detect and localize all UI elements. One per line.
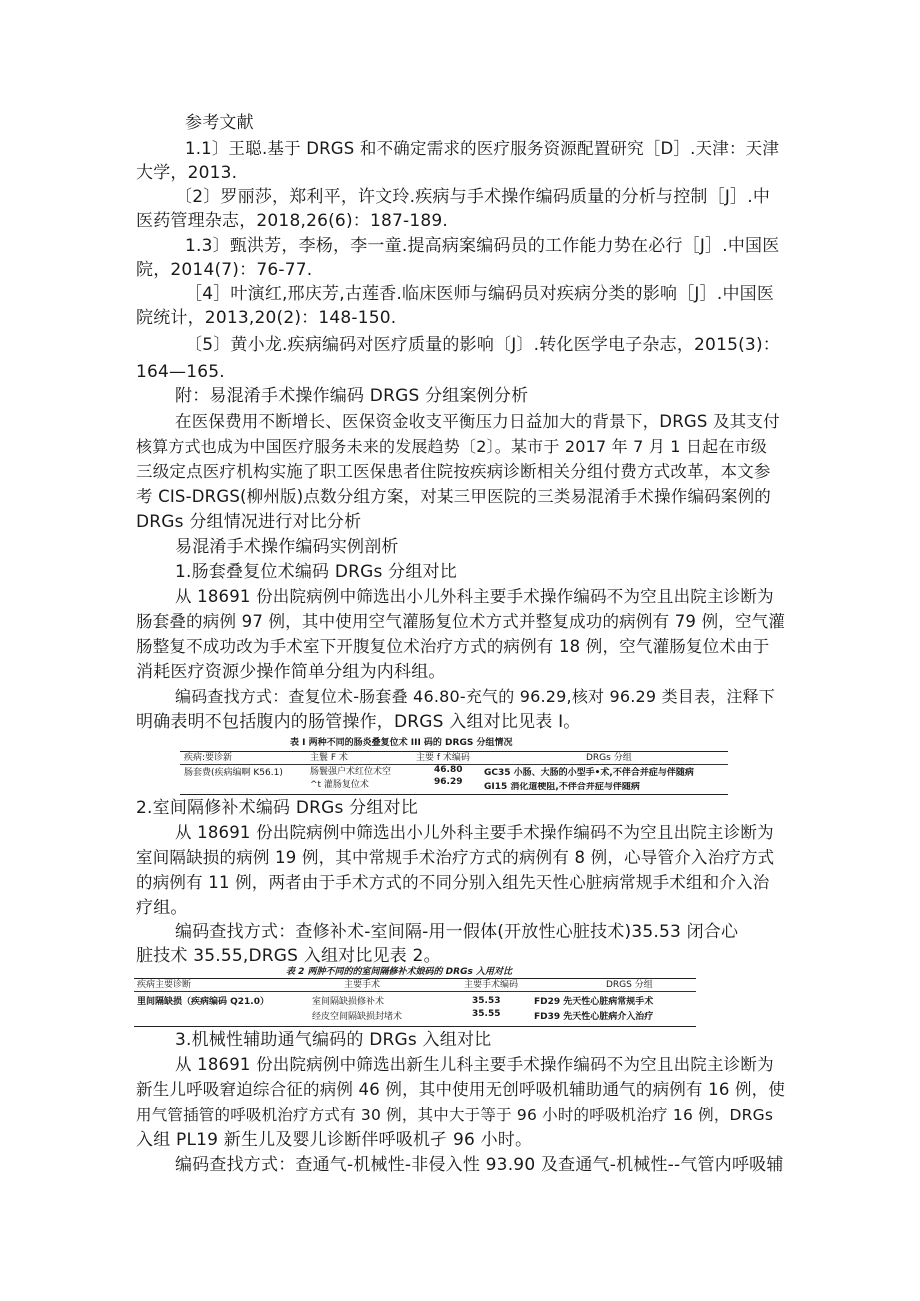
text-line: 明确表明不包括腹内的肠管操作，DRGS 入组对比见表 I。 <box>136 712 581 732</box>
table1-group-1: GC35 小肠、大肠的小型手•术,不伴合并症与伴随病 <box>484 768 694 778</box>
text-line: 大学，2013. <box>136 163 238 183</box>
table1-header-procedure: 主鬟 F 术 <box>310 753 348 763</box>
text-line: 的病例有 11 例，两者由于手术方式的不同分别入组先天性心脏病常规手术组和介入治 <box>136 873 770 892</box>
text-line: 2.室间隔修补术编码 DRGs 分组对比 <box>136 798 418 818</box>
text-line: 医药管理杂志，2018,26(6)：187-189. <box>136 211 449 231</box>
table1-procedure-2: ^t 灌肠复位术 <box>310 780 369 790</box>
table2-procedure-2: 经皮空间隔缺损封堵术 <box>312 1012 403 1022</box>
text-line: 室间隔缺损的病例 19 例，其中常规手术治疗方式的病例有 8 例，心导管介入治疗方式 <box>136 848 775 867</box>
text-line: 附：易混淆手术操作编码 DRGS 分组案例分析 <box>175 386 529 406</box>
text-line: 〔5〕黄小龙.疾病编码对医疗质量的影响〔J〕.转化医学电子杂志，2015(3)： <box>185 335 780 355</box>
text-line: 1.3〕甄洪芳，李杨，李一童.提高病案编码员的工作能力势在必行［J］.中国医 <box>185 236 780 256</box>
text-line: 消耗医疗资源少操作简单分组为内科组。 <box>136 662 446 682</box>
text-line: 编码查找方式：查修补术-室间隔-用一假体(开放性心脏技术)35.53 闭合心 <box>175 922 739 942</box>
table1 <box>180 751 728 795</box>
table2-procedure-1: 室间隔缺损修补术 <box>312 997 385 1007</box>
text-line: 核算方式也成为中国医疗服务未来的发展趋势〔2〕。某市于 2017 年 7 月 1 日起在市级 <box>136 437 767 456</box>
table2-caption: 表 2 两肿不同的的室间隔修补术娘码的 DRGs 入用对比 <box>286 967 512 977</box>
text-line: 从 18691 份出院病例中筛选出新生儿科主要手术操作编码不为空且出院主诊断为 <box>175 1055 774 1074</box>
table1-header-group: DRGs 分组 <box>586 753 632 763</box>
table2-group-2: FD39 先天性心脏病介入治疗 <box>534 1012 654 1022</box>
text-line: 在医保费用不断增长、医保资金收支平衡压力日益加大的背景下，DRGS 及其支付 <box>175 412 780 431</box>
text-line: 三级定点医疗机构实施了职工医保患者住院按疾病诊断相关分组付费方式改革，本文参 <box>136 462 771 481</box>
table2-header-group: DRGS 分组 <box>606 980 653 990</box>
table2-code-1: 35.53 <box>472 996 501 1006</box>
text-line: 用气管插管的呼吸机治疗方式有 30 例，其中大于等于 96 小时的呼吸机治疗 16 例，DRGs <box>136 1106 774 1124</box>
text-line: 1.肠套叠复位术编码 DRGs 分组对比 <box>175 562 457 582</box>
table1-header-diagnosis: 疾病:要诊新 <box>184 753 233 763</box>
text-line: 肠整复不成功改为手术室下开腹复位术治疗方式的病例有 18 例，空气灌肠复位术由于 <box>136 637 770 656</box>
text-line: 从 18691 份出院病例中筛选出小儿外科主要手术操作编码不为空且出院主诊断为 <box>175 587 774 606</box>
table1-header-code: 主要 f 术编码 <box>416 753 470 763</box>
text-line: 从 18691 份出院病例中筛选出小儿外科主要手术操作编码不为空且出院主诊断为 <box>175 823 774 842</box>
table1-code-2: 96.29 <box>434 777 463 787</box>
table2-diagnosis: 里间隔缺损（疾病编码 Q21.0） <box>137 997 269 1007</box>
text-line: 编码查找方式：查通气-机械性-非侵入性 93.90 及查通气-机械性--气管内呼吸辅 <box>175 1155 784 1175</box>
text-line: 考 CIS-DRGS(柳州版)点数分组方案，对某三甲医院的三类易混淆手术操作编码案例的 <box>136 487 771 506</box>
text-line: 3.机械性辅助通气编码的 DRGs 入组对比 <box>175 1030 492 1050</box>
text-line: 1.1〕王聪.基于 DRGS 和不确定需求的医疗服务资源配置研究［D］.天津：天津 <box>185 139 780 158</box>
table2 <box>134 978 696 1027</box>
text-line: 〔2〕罗丽莎，郑利平，许文玲.疾病与手术操作编码质量的分析与控制［J］.中 <box>175 187 771 207</box>
table1-code-1: 46.80 <box>434 765 463 775</box>
text-line: ［4］叶演红,邢庆芳,古莲香.临床医师与编码员对疾病分类的影响［J］.中国医 <box>185 284 775 304</box>
text-line: 新生儿呼吸窘迫综合征的病例 46 例，其中使用无创呼吸机辅助通气的病例有 16 例，使 <box>136 1080 786 1099</box>
text-line: 164—165. <box>136 362 225 382</box>
table2-header-procedure: 主要手术 <box>344 980 381 990</box>
text-line: 肠套叠的病例 97 例，其中使用空气灌肠复位术方式并整复成功的病例有 79 例，空气灌 <box>136 612 786 631</box>
table1-diagnosis: 肠套费(疾病编啊 K56.1) <box>184 768 283 778</box>
text-line: 疗组。 <box>136 898 188 918</box>
table1-group-2: GI15 消化道梗阻,不伴合并症与伴随病 <box>484 782 640 791</box>
text-line: 院统计，2013,20(2)：148-150. <box>136 308 397 328</box>
text-line: 脏技术 35.55,DRGS 入组对比见表 2。 <box>136 946 441 966</box>
table1-procedure-1: 肠鬟强户术红位术空 <box>310 767 392 777</box>
text-line: 编码查找方式：查复位术-肠套叠 46.80-充气的 96.29,核对 96.29 类目表，注释下 <box>175 687 775 706</box>
table2-code-2: 35.55 <box>472 1009 501 1019</box>
text-line: 院，2014(7)：76-77. <box>136 260 313 280</box>
table2-header-rule <box>134 991 696 992</box>
text-line: 入组 PL19 新生儿及婴儿诊断伴呼吸机孑 96 小时。 <box>136 1130 533 1150</box>
table2-header-diagnosis: 疾病主要诊断 <box>137 980 192 990</box>
table1-caption: 表 I 两种不同的肠炎叠复位术 III 码的 DRGS 分组情况 <box>290 738 513 748</box>
table2-group-1: FD29 先天性心脏病常规手术 <box>534 997 654 1007</box>
text-line: 参考文献 <box>185 113 254 133</box>
table2-header-code: 主要手术编码 <box>464 980 519 990</box>
text-line: 易混淆手术操作编码实例剖析 <box>175 537 399 557</box>
text-line: DRGs 分组情况进行对比分析 <box>136 512 362 532</box>
